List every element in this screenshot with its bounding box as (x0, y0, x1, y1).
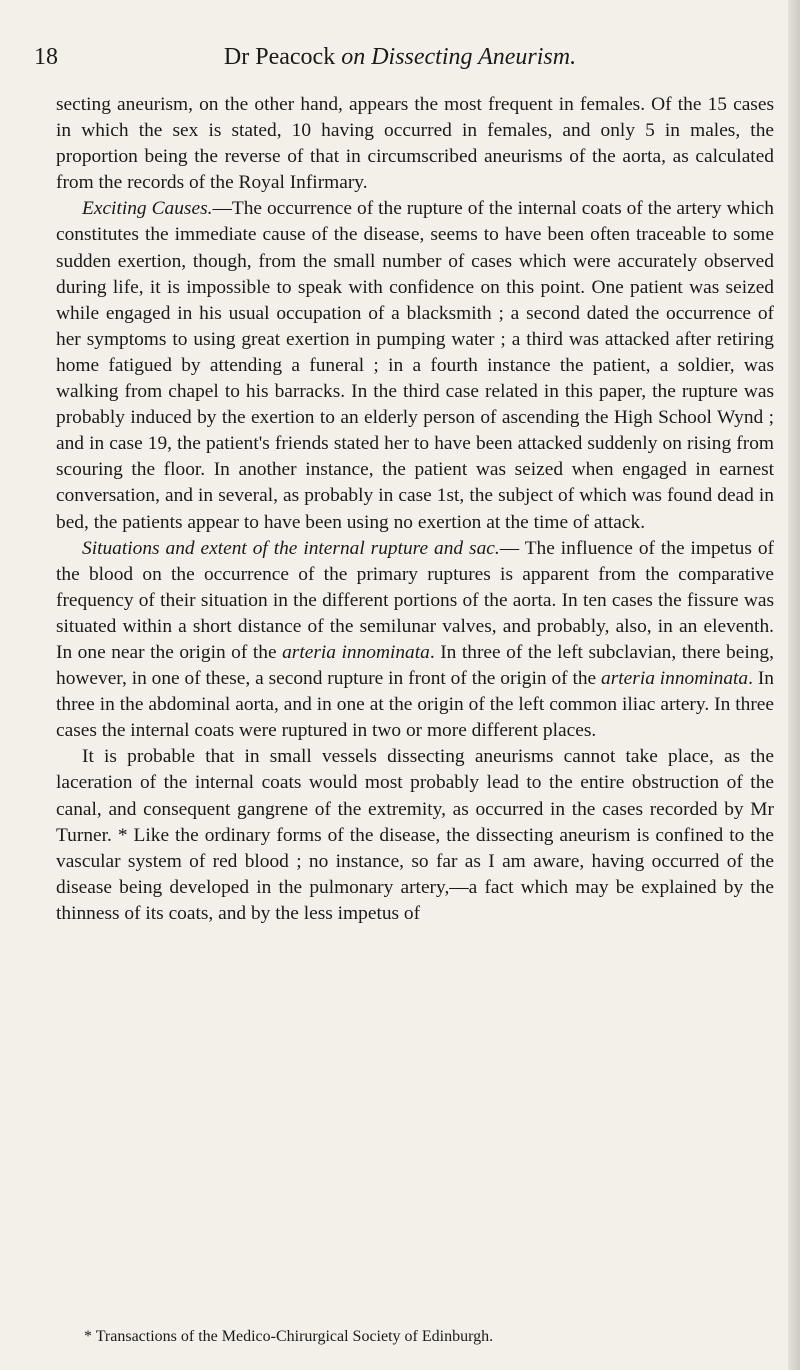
paragraph-situations-text-1: — The influence of the impetus of the blood on the occurrence of the primary ruptures is apparent from the comparative frequency of their situation in the different portions of the aorta. In ten cases the fissure was situated within a short distance of the semilunar valves, and probably, also, in an eleventh. In one near the origin of the (56, 537, 774, 663)
running-header (30, 44, 770, 78)
term-arteria-innominata-1: arteria innominata (282, 641, 430, 663)
running-title-connector: on (341, 44, 366, 70)
section-heading-situations: Situations and extent of the internal rupture and sac. (82, 537, 500, 559)
running-title (30, 44, 770, 71)
paragraph-exciting-causes (56, 196, 774, 535)
paragraph-sex-frequency: secting aneurism, on the other hand, appears the most frequent in females. Of the 15 cases in which the sex is stated, 10 having occurred in females, and only 5 in males, the proportion being the reverse of that in circumscribed aneurisms of the aorta, as calculated from the records of the Royal Infirmary. (56, 94, 774, 194)
paragraph-situations-text-3: . In three in the abdominal aorta, and in one at the origin of the left common iliac artery. In three cases the internal coats were ruptured in two or more different places. (56, 668, 774, 742)
paragraph-exciting-causes-text: —The occurrence of the rupture of the internal coats of the artery which constitutes the immediate cause of the disease, seems to have been often traceable to some sudden exertion, though, from the small number of cases which were accurately observed during life, it is impossible to speak with confidence on this point. One patient was seized while engaged in his usual occupation of a blacksmith ; a second dated the occurrence of her symptoms to using great exertion in pumping water ; a third was attacked after retiring home fatigued by attending a funeral ; in a fourth instance the patient, a soldier, was walking from chapel to his barracks. In the third case related in this paper, the rupture was probably induced by the exertion to an elderly person of ascending the High School Wynd ; and in case 19, the patient's friends stated her to have been attacked suddenly on rising from scouring the floor. In another instance, the patient was seized when engaged in earnest conversation, and in several, as probably in case 1st, the subject of which was found dead in bed, the patients appear to have been using no exertion at the time of attack. (56, 198, 774, 533)
section-heading-exciting-causes: Exciting Causes. (82, 198, 213, 220)
footnote: * Transactions of the Medico-Chirurgical Society of Edinburgh. (84, 1328, 494, 1345)
term-arteria-innominata-2: arteria innominata (601, 668, 749, 690)
body-text (56, 92, 774, 927)
running-title-subject: Dissecting Aneurism. (371, 44, 577, 70)
paragraph-small-vessels: It is probable that in small vessels dissecting aneurisms cannot take place, as the laceration of the internal coats would most probably lead to the entire obstruction of the canal, and consequent gangrene of the extremity, as occurred in the cases recorded by Mr Turner. * Like the ordinary forms of the disease, the dissecting aneurism is confined to the vascular system of red blood ; no instance, so far as I am aware, having occurred of the disease being developed in the pulmonary artery,—a fact which may be explained by the thinness of its coats, and by the less impetus of (56, 746, 774, 924)
paragraph-situations-text-2: . In three of the left subclavian, there being, however, in one of these, a second rupture in front of the origin of the (56, 641, 774, 690)
page-edge-shadow (788, 0, 800, 1370)
paragraph-situations (56, 536, 774, 745)
running-title-author: Dr Peacock (223, 44, 336, 70)
page-number: 18 (34, 44, 58, 70)
